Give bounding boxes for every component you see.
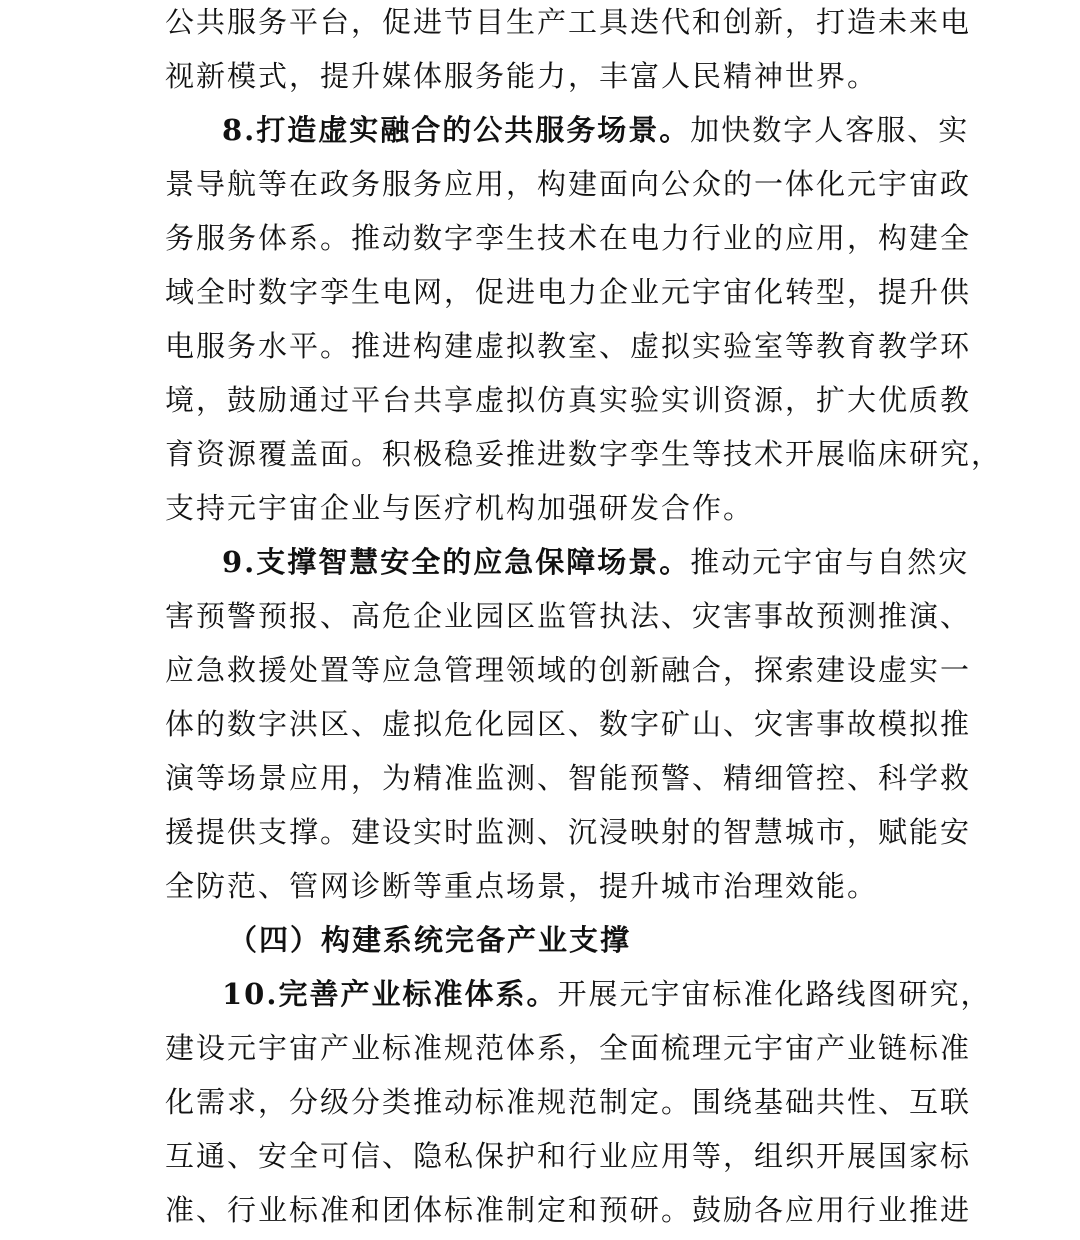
text-line: 域全时数字孪生电网，促进电力企业元宇宙化转型，提升供: [165, 275, 972, 309]
text-line: 演等场景应用，为精准监测、智能预警、精细管控、科学救: [165, 761, 972, 795]
text-line: 援提供支撑。建设实时监测、沉浸映射的智慧城市，赋能安: [165, 815, 972, 849]
text-line: 境，鼓励通过平台共享虚拟仿真实验实训资源，扩大优质教: [165, 383, 972, 417]
text-line: 公共服务平台，促进节目生产工具迭代和创新，打造未来电: [165, 5, 972, 39]
section-heading: （四）构建系统完备产业支撑: [228, 923, 632, 957]
text-line: 育资源覆盖面。积极稳妥推进数字孪生等技术开展临床研究，: [165, 437, 1003, 471]
paragraph-8-first-line: [222, 110, 982, 150]
text-line: 全防范、管网诊断等重点场景，提升城市治理效能。: [165, 869, 879, 903]
text-line: 支持元宇宙企业与医疗机构加强研发合作。: [165, 491, 755, 525]
text-span: 加快数字人客服、实: [690, 113, 970, 147]
paragraph-10-heading: 10.完善产业标准体系。: [222, 977, 558, 1011]
text-line: 化需求，分级分类推动标准规范制定。围绕基础共性、互联: [165, 1085, 972, 1119]
paragraph-9-heading: 9.支撑智慧安全的应急保障场景。: [222, 545, 691, 579]
paragraph-9-first-line: [222, 542, 982, 582]
text-line: 视新模式，提升媒体服务能力，丰富人民精神世界。: [165, 59, 879, 93]
paragraph-8-heading: 8.打造虚实融合的公共服务场景。: [222, 113, 691, 147]
text-span: 开展元宇宙标准化路线图研究，: [557, 977, 992, 1011]
text-line: 务服务体系。推动数字孪生技术在电力行业的应用，构建全: [165, 221, 972, 255]
text-line: 电服务水平。推进构建虚拟教室、虚拟实验室等教育教学环: [165, 329, 972, 363]
text-line: 景导航等在政务服务应用，构建面向公众的一体化元宇宙政: [165, 167, 972, 201]
text-line: 准、行业标准和团体标准制定和预研。鼓励各应用行业推进: [165, 1193, 972, 1227]
paragraph-10-first-line: [222, 974, 992, 1014]
text-line: 害预警预报、高危企业园区监管执法、灾害事故预测推演、: [165, 599, 972, 633]
text-span: 推动元宇宙与自然灾: [690, 545, 970, 579]
text-line: 互通、安全可信、隐私保护和行业应用等，组织开展国家标: [165, 1139, 972, 1173]
text-line: 建设元宇宙产业标准规范体系，全面梳理元宇宙产业链标准: [165, 1031, 972, 1065]
text-line: 体的数字洪区、虚拟危化园区、数字矿山、灾害事故模拟推: [165, 707, 972, 741]
text-line: 应急救援处置等应急管理领域的创新融合，探索建设虚实一: [165, 653, 972, 687]
